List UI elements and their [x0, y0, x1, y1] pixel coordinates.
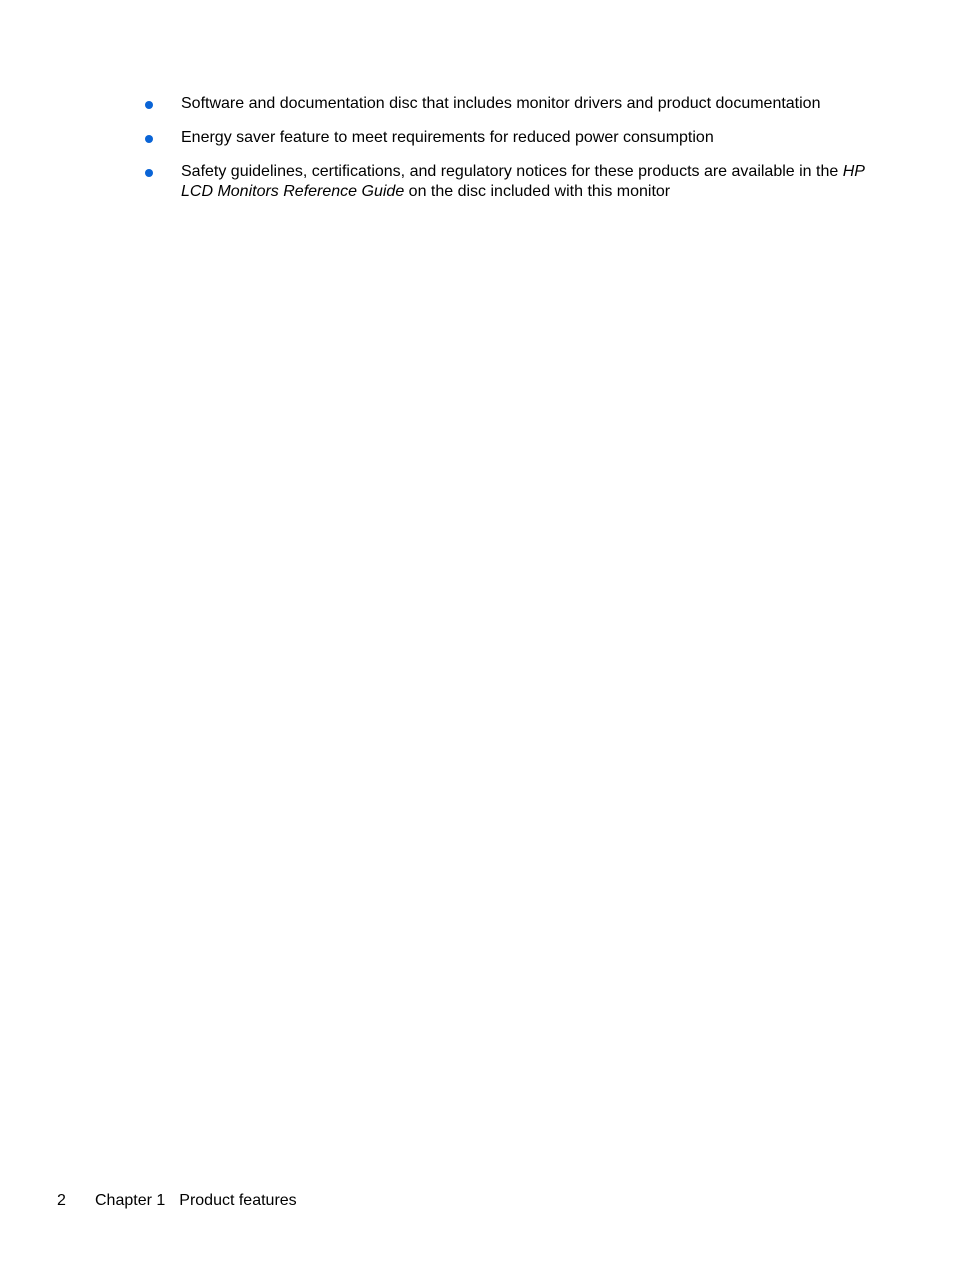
bullet-item-software-disc — [145, 94, 885, 114]
bullet-text: Energy saver feature to meet requirements for reduced power consumption — [181, 129, 714, 146]
chapter-label: Chapter 1 — [95, 1192, 166, 1209]
bullet-item-energy-saver — [145, 128, 885, 148]
feature-bullet-list — [145, 94, 885, 216]
page-number: 2 — [57, 1192, 66, 1209]
bullet-text: Software and documentation disc that includes monitor drivers and product documentation — [181, 95, 821, 112]
page-footer — [57, 1191, 297, 1211]
bullet-dot-icon — [145, 101, 153, 109]
bullet-dot-icon — [145, 135, 153, 143]
chapter-title: Product features — [179, 1192, 297, 1209]
bullet-text-before: Safety guidelines, certifications, and regulatory notices for these products are available in the — [181, 163, 843, 180]
bullet-text-after: on the disc included with this monitor — [404, 183, 671, 200]
bullet-dot-icon — [145, 169, 153, 177]
reference-guide-title: HP LCD Monitors Reference Guide — [181, 163, 865, 200]
bullet-item-safety-guidelines — [145, 162, 885, 202]
